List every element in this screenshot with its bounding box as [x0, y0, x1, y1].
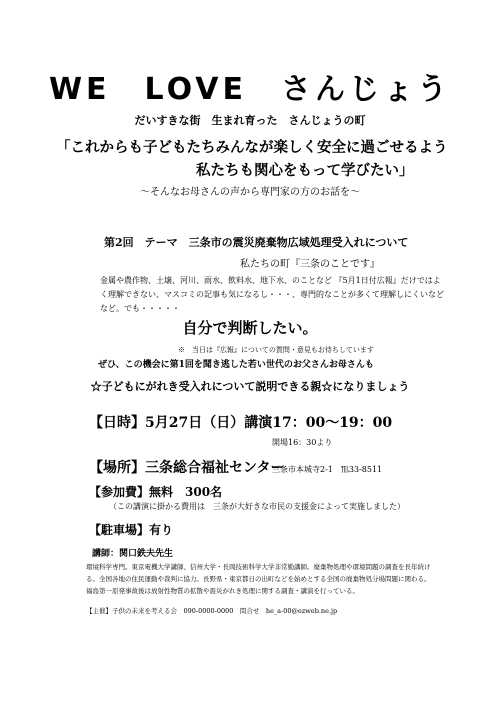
door-open-time: 開場16：30より [272, 438, 333, 447]
quote-line-1: 「これからも子どもたちみんなが楽しく安全に過ごせるよう [56, 139, 448, 156]
parking-info: 【駐車場】有り [89, 523, 174, 537]
goal-text: ☆子どもにがれき受入れについて説明できる親☆になりましょう [90, 380, 410, 393]
fee-note: （この講演に掛かる費用は 三条が大好きな市民の支援金によって実施しました） [109, 502, 405, 511]
intro-paragraph: 金属や農作物、土壌、河川、雨水、飲料水、地下水、のことなど 『5月1日付広報』だけではよく理解できない、マスコミの記事も気になるし・・・、専門的なことが多くて理解しにくいなどなど。でも・・・・・ [100, 276, 444, 313]
organizer-contact: 【主催】子供の未来を考える会 090-0000-0000 問合せ he_a-00@ezweb.ne.jp [86, 607, 338, 615]
page-title: WE LOVE さんじょう [48, 72, 452, 107]
lecture-theme: 第2回 テーマ 三条市の震災廃棄物広域処理受入れについて [104, 236, 409, 249]
event-place: 【場所】三条総合福祉センター [89, 460, 285, 476]
lecturer-bio: 環境科学専門。東京電機大学講師、信州大学・長岡技術科学大学非常勤講師。廃棄物処理や環境問題の調査を長年続ける。全国各地の住民運動や裁判に協力。長野県・東京都日の出町などを始めとする全国の廃棄物処分場問題に関わる。福島第一原発事故後は放射性物質の拡散や震災がれき処理に関する調査・講演を行っている。 [86, 563, 431, 595]
subtitle: だいすきな街 生まれ育った さんじょうの町 [134, 114, 366, 127]
quote-line-2: 私たちも関心をもって学びたい」 [196, 162, 414, 179]
question-note: ※ 当日は『広報』についての質問・意見もお待ちしています [178, 346, 374, 354]
town-heading: 私たちの町『三条のことです』 [240, 259, 380, 270]
lecturer-name: 講師：関口鉄夫先生 [92, 549, 174, 559]
place-address: 三条市本城寺2-1 ℡33-8511 [272, 465, 383, 474]
event-fee: 【参加費】無料 300名 [89, 485, 223, 499]
event-date: 【日時】5月27日（日）講演17：00～19：00 [89, 415, 393, 431]
invitation-text: ぜひ、この機会に第1回を聞き逃した若い世代のお父さんお母さんも [98, 360, 374, 370]
judge-heading: 自分で判断したい。 [182, 319, 318, 337]
quote-subtitle: ～そんなお母さんの声から専門家の方のお話を～ [140, 187, 360, 198]
